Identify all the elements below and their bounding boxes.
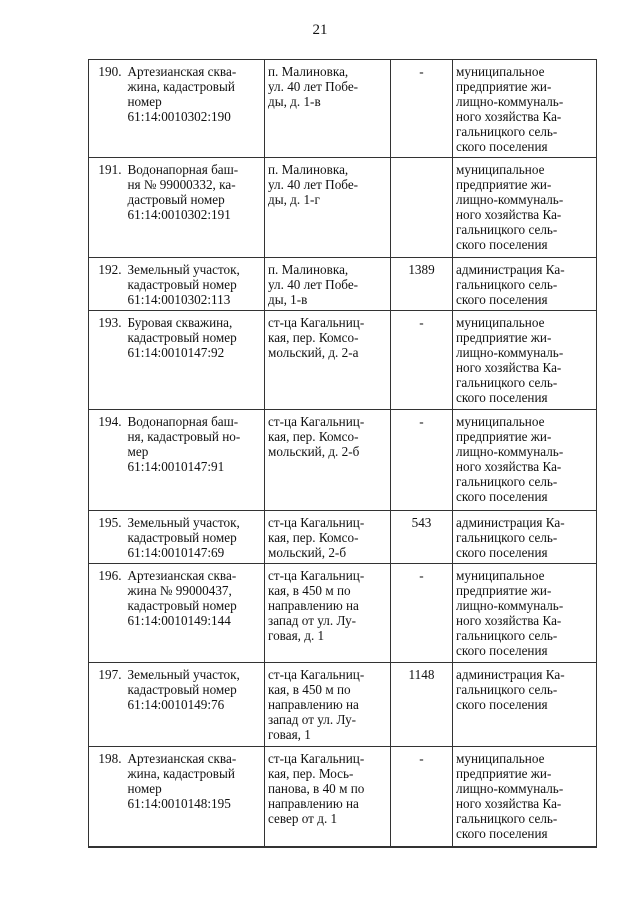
object-name: Буровая скважина, кадастровый номер 61:14:0010147:92 [125, 311, 265, 410]
table-row [89, 511, 597, 564]
object-area: 543 [391, 511, 453, 564]
object-holder: муниципальное предприятие жи- лищно-коммуналь- ного хозяйства Ка- гальницкого сель- ского поселения [453, 564, 597, 663]
object-name: Артезианская сква- жина, кадастровый номер 61:14:0010148:195 [125, 747, 265, 847]
object-area: - [391, 747, 453, 847]
object-area: - [391, 564, 453, 663]
object-area: - [391, 311, 453, 410]
object-name: Земельный участок, кадастровый номер 61:14:0010147:69 [125, 511, 265, 564]
row-number: 198. [89, 747, 125, 847]
page-number: 21 [312, 22, 328, 38]
row-number: 193. [89, 311, 125, 410]
object-address: ст-ца Кагальниц- кая, пер. Комсо- мольский, 2-б [265, 511, 391, 564]
table-row [89, 747, 597, 847]
object-name: Водонапорная баш- ня № 99000332, ка- дастровый номер 61:14:0010302:191 [125, 158, 265, 258]
row-number: 196. [89, 564, 125, 663]
object-address: ст-ца Кагальниц- кая, пер. Комсо- мольский, д. 2-а [265, 311, 391, 410]
object-address: ст-ца Кагальниц- кая, в 450 м по направлению на запад от ул. Лу- говая, 1 [265, 663, 391, 747]
object-name: Водонапорная баш- ня, кадастровый но- мер 61:14:0010147:91 [125, 410, 265, 511]
table-row [89, 158, 597, 258]
row-number: 191. [89, 158, 125, 258]
object-holder: администрация Ка- гальницкого сель- ского поселения [453, 258, 597, 311]
object-address: ст-ца Кагальниц- кая, пер. Комсо- мольский, д. 2-б [265, 410, 391, 511]
object-area: 1389 [391, 258, 453, 311]
object-area [391, 158, 453, 258]
object-area: - [391, 60, 453, 158]
property-registry-table [88, 59, 597, 848]
object-holder: администрация Ка- гальницкого сель- ского поселения [453, 663, 597, 747]
row-number: 194. [89, 410, 125, 511]
table-row [89, 663, 597, 747]
row-number: 192. [89, 258, 125, 311]
row-number: 195. [89, 511, 125, 564]
table-row [89, 60, 597, 158]
object-address: п. Малиновка, ул. 40 лет Побе- ды, д. 1-г [265, 158, 391, 258]
object-area: 1148 [391, 663, 453, 747]
object-address: п. Малиновка, ул. 40 лет Побе- ды, 1-в [265, 258, 391, 311]
object-holder: муниципальное предприятие жи- лищно-коммуналь- ного хозяйства Ка- гальницкого сель- ского поселения [453, 747, 597, 847]
row-number: 197. [89, 663, 125, 747]
object-holder: муниципальное предприятие жи- лищно-коммуналь- ного хозяйства Ка- гальницкого сель- ского поселения [453, 60, 597, 158]
object-name: Артезианская сква- жина, кадастровый номер 61:14:0010302:190 [125, 60, 265, 158]
table-row [89, 410, 597, 511]
object-address: ст-ца Кагальниц- кая, в 450 м по направлению на запад от ул. Лу- говая, д. 1 [265, 564, 391, 663]
object-holder: муниципальное предприятие жи- лищно-коммуналь- ного хозяйства Ка- гальницкого сель- ского поселения [453, 158, 597, 258]
object-name: Земельный участок, кадастровый номер 61:14:0010149:76 [125, 663, 265, 747]
object-area: - [391, 410, 453, 511]
object-holder: муниципальное предприятие жи- лищно-коммуналь- ного хозяйства Ка- гальницкого сель- ского поселения [453, 311, 597, 410]
row-number: 190. [89, 60, 125, 158]
object-holder: администрация Ка- гальницкого сель- ского поселения [453, 511, 597, 564]
table-row [89, 258, 597, 311]
object-holder: муниципальное предприятие жи- лищно-коммуналь- ного хозяйства Ка- гальницкого сель- ского поселения [453, 410, 597, 511]
table-row [89, 311, 597, 410]
table-row [89, 564, 597, 663]
object-address: ст-ца Кагальниц- кая, пер. Мось- панова, в 40 м по направлению на север от д. 1 [265, 747, 391, 847]
object-address: п. Малиновка, ул. 40 лет Побе- ды, д. 1-в [265, 60, 391, 158]
object-name: Артезианская сква- жина № 99000437, кадастровый номер 61:14:0010149:144 [125, 564, 265, 663]
object-name: Земельный участок, кадастровый номер 61:14:0010302:113 [125, 258, 265, 311]
